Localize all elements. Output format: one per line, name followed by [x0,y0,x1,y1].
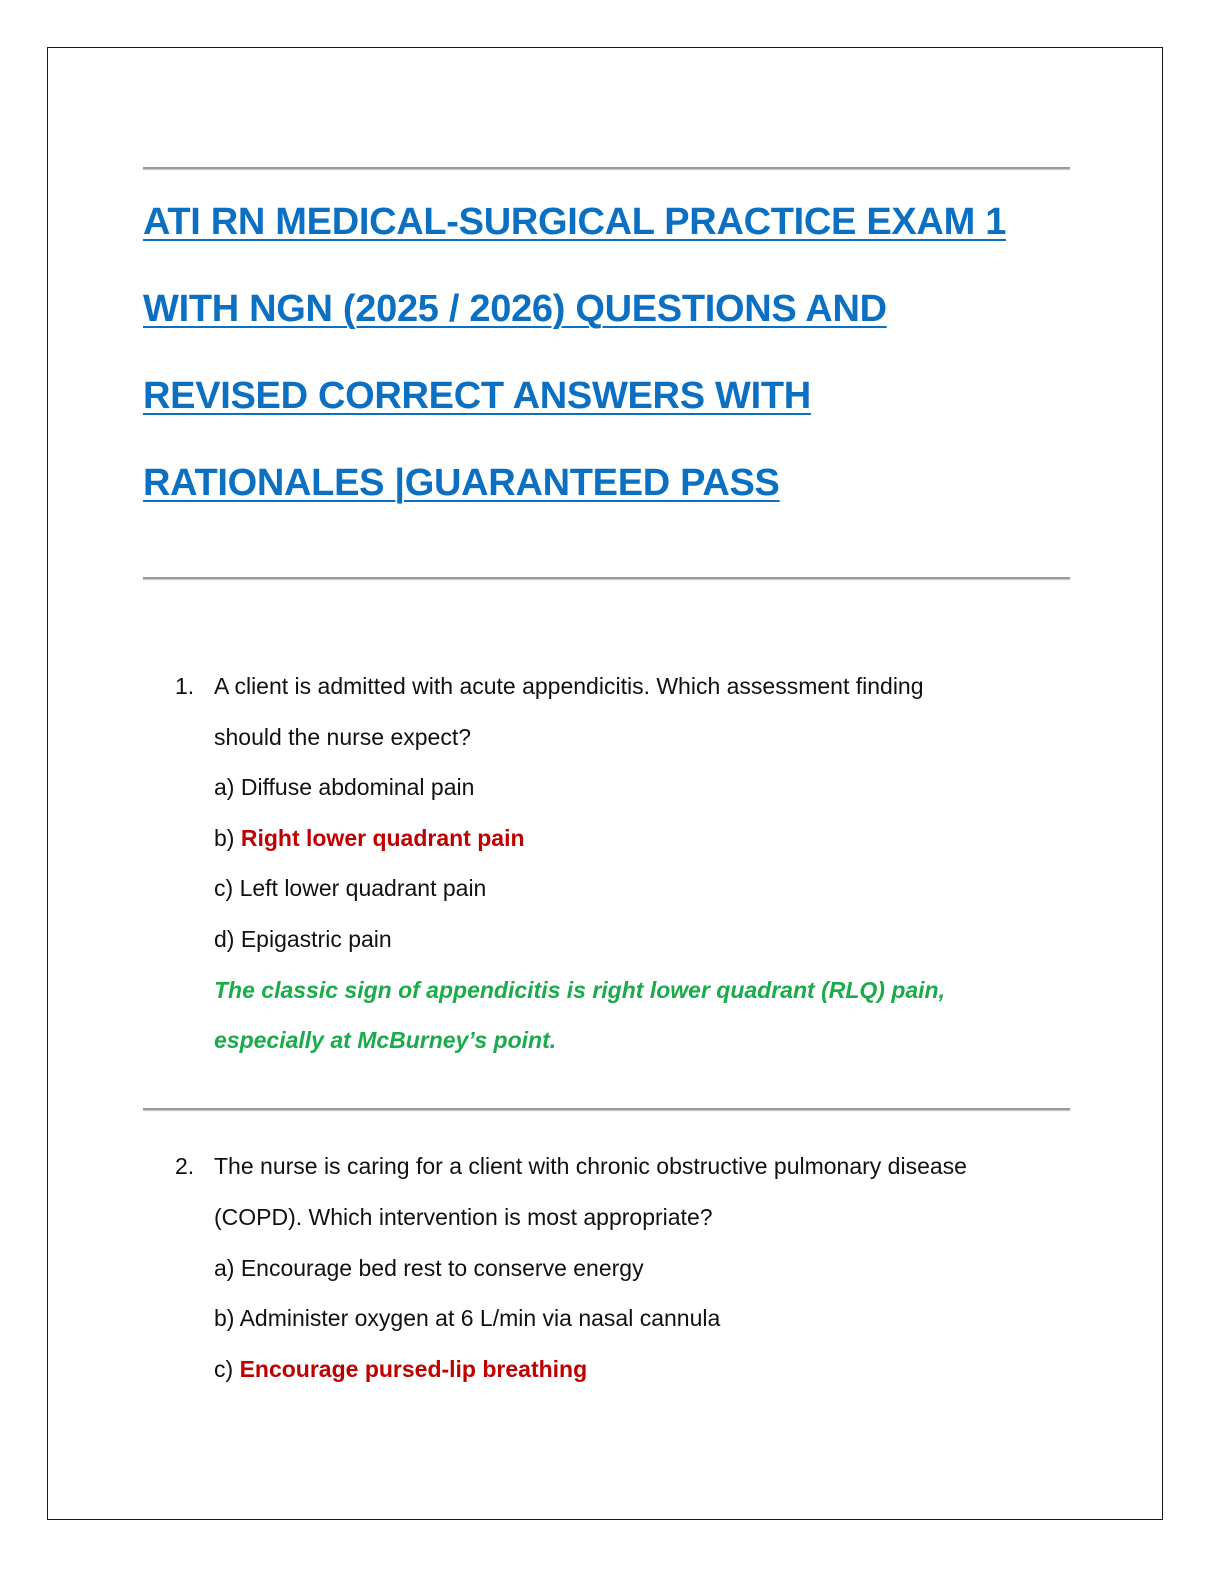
answer-option-c [214,877,486,900]
title-line-1: ATI RN MEDICAL-SURGICAL PRACTICE EXAM 1 [143,201,1007,243]
question-number: 1. [175,673,195,699]
option-prefix: a) [214,774,241,800]
option-text: Epigastric pain [240,926,392,952]
rationale-line: The classic sign of appendicitis is right lower quadrant (RLQ) pain, [214,977,945,1003]
horizontal-rule-between-questions [143,1108,1070,1110]
answer-option-b [214,1307,720,1330]
option-prefix: c) [214,1356,240,1382]
title-line-4: RATIONALES |GUARANTEED PASS [143,462,780,504]
option-prefix: a) [214,1255,241,1281]
title-line-3: REVISED CORRECT ANSWERS WITH [143,375,811,417]
answer-option-a [214,1257,644,1280]
question-stem-line: should the nurse expect? [214,724,472,750]
option-prefix: d) [214,926,241,952]
option-prefix: b) [214,1305,240,1331]
horizontal-rule-top [143,167,1070,169]
answer-option-b [214,827,525,850]
correct-answer-text: Right lower quadrant pain [240,825,525,851]
question-number: 2. [175,1153,195,1179]
title-line-2: WITH NGN (2025 / 2026) QUESTIONS AND [143,288,887,330]
question-stem-line: A client is admitted with acute appendicitis. Which assessment finding [214,673,924,699]
option-prefix: c) [214,875,240,901]
option-text: Diffuse abdominal pain [240,774,475,800]
answer-option-d [214,928,392,951]
question-stem-line: The nurse is caring for a client with chronic obstructive pulmonary disease [214,1153,967,1179]
horizontal-rule-after-title [143,577,1070,579]
option-prefix: b) [214,825,241,851]
option-text: Administer oxygen at 6 L/min via nasal cannula [239,1305,721,1331]
rationale-line: especially at McBurney’s point. [214,1027,557,1053]
question-stem-line: (COPD). Which intervention is most appropriate? [214,1204,713,1230]
correct-answer-text: Encourage pursed-lip breathing [239,1356,588,1382]
answer-option-c [214,1358,587,1381]
option-text: Left lower quadrant pain [239,875,487,901]
option-text: Encourage bed rest to conserve energy [240,1255,644,1281]
answer-option-a [214,776,474,799]
